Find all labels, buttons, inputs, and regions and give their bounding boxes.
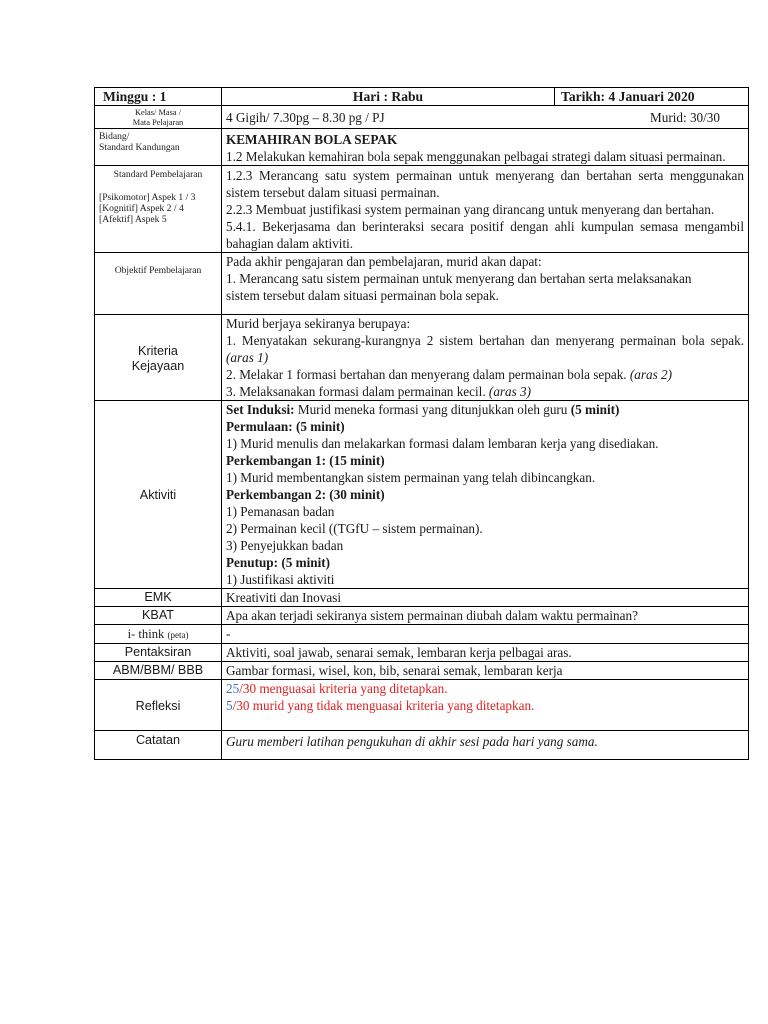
bidang-title: KEMAHIRAN BOLA SEPAK [226,132,398,147]
perkembangan2-item-3: 3) Penyejukkan badan [226,538,344,553]
tarikh-cell: Tarikh: 4 Januari 2020 [555,88,749,106]
catatan-value: Guru memberi latihan pengukuhan di akhir sesi pada hari yang sama. [222,731,749,760]
kriteria-row [95,315,749,401]
set-induksi-time: (5 minit) [570,402,620,417]
bidang-row [95,129,749,166]
perkembangan1-item: 1) Murid membentangkan sistem permainan yang telah dibincangkan. [226,470,596,485]
kelas-row [95,106,749,129]
kelas-value: 4 Gigih/ 7.30pg – 8.30 pg / PJ [226,109,385,125]
kbat-label: KBAT [95,607,222,625]
standard-content [222,166,749,253]
bidang-text: 1.2 Melakukan kemahiran bola sepak menggunakan pelbagai strategi dalam situasi permainan. [226,149,726,164]
standard-item-1: 1.2.3 Merancang satu system permainan untuk menyerang dan bertahan serta menggunakan sistem tersebut dalam situasi permainan. [226,168,744,200]
penutup-label: Penutup: (5 minit) [226,555,331,570]
permulaan-item: 1) Murid menulis dan melakarkan formasi dalam lembaran kerja yang disediakan. [226,436,659,451]
bidang-content [222,129,749,166]
aspek-psikomotor: [Psikomotor] Aspek 1 / 3 [99,192,196,203]
emk-row [95,589,749,607]
kriteria-label [95,315,222,401]
kelas-value-cell [222,106,749,129]
abm-row [95,662,749,680]
refleksi-line-1 [226,680,744,697]
kelas-label [95,106,222,129]
kriteria-item-1-text: 1. Menyatakan sekurang-kurangnya 2 sistem bertahan dan menyerang permainan bola sepak. [226,333,744,348]
standard-label: Standard Pembelajaran [113,169,203,180]
ithink-label-small: (peta) [167,630,189,640]
pentaksiran-label: Pentaksiran [95,644,222,662]
kriteria-label-line2: Kejayaan [131,358,185,373]
pentaksiran-value: Aktiviti, soal jawab, senarai semak, lembaran kerja pelbagai aras. [222,644,749,662]
kriteria-item-3-aras: (aras 3) [488,384,532,399]
murid-count: Murid: 30/30 [650,109,720,125]
refleksi-line-2 [226,697,744,714]
kriteria-item-2 [226,366,744,383]
kriteria-content [222,315,749,401]
perkembangan2-item-2: 2) Permainan kecil ((TGfU – sistem permainan). [226,521,483,536]
aktiviti-label: Aktiviti [95,401,222,589]
kriteria-item-3-text: 3. Melaksanakan formasi dalam permainan kecil. [226,384,489,399]
refleksi-line-2-num: 5 [226,698,233,713]
standard-label-cell [95,166,222,253]
objektif-row [95,253,749,315]
aktiviti-row [95,401,749,589]
objektif-content [222,253,749,315]
set-induksi-label: Set Induksi: [226,402,295,417]
refleksi-content [222,680,749,731]
permulaan-label: Permulaan: (5 minit) [226,419,345,434]
set-induksi [226,401,744,418]
refleksi-line-1-text: /30 menguasai kriteria yang ditetapkan. [239,681,448,696]
catatan-row [95,731,749,760]
perkembangan2-item-1: 1) Pemanasan badan [226,504,335,519]
bidang-label-line1: Bidang/ [99,131,130,142]
aspek-afektif: [Afektif] Aspek 5 [99,214,167,225]
kbat-value: Apa akan terjadi sekiranya sistem permainan diubah dalam waktu permainan? [222,607,749,625]
objektif-label: Objektif Pembelajaran [95,253,222,315]
kriteria-item-1-aras: (aras 1) [226,350,269,365]
emk-value: Kreativiti dan Inovasi [222,589,749,607]
standard-item-3: 5.4.1. Bekerjasama dan berinteraksi secara positif dengan ahli kumpulan semasa mengambil bahagian dalam aktiviti. [226,219,744,251]
penutup-item: 1) Justifikasi aktiviti [226,572,335,587]
ithink-label: i- think [127,627,165,641]
abm-value: Gambar formasi, wisel, kon, bib, senarai semak, lembaran kerja [222,662,749,680]
perkembangan1-label: Perkembangan 1: (15 minit) [226,453,385,468]
objektif-item: 1. Merancang satu sistem permainan untuk menyerang dan bertahan serta melaksanakan sistem tersebut dalam situasi permainan bola sepak. [226,271,692,303]
refleksi-row [95,680,749,731]
bidang-label-line2: Standard Kandungan [99,142,180,153]
ithink-label-cell [95,625,222,644]
catatan-label: Catatan [95,731,222,760]
standard-row [95,166,749,253]
kriteria-label-line1: Kriteria [138,343,178,358]
emk-label: EMK [95,589,222,607]
refleksi-line-1-num: 25 [226,681,240,696]
standard-item-2: 2.2.3 Membuat justifikasi system permainan yang dirancang untuk menyerang dan bertahan. [226,202,715,217]
refleksi-label: Refleksi [95,680,222,731]
kriteria-item-3 [226,383,744,400]
minggu-cell: Minggu : 1 [95,88,222,106]
lesson-plan-table [94,87,749,760]
pentaksiran-row [95,644,749,662]
perkembangan2-label: Perkembangan 2: (30 minit) [226,487,385,502]
kelas-label-line2: Mata Pelajaran [132,118,184,127]
objektif-intro: Pada akhir pengajaran dan pembelajaran, murid akan dapat: [226,254,542,269]
lesson-plan-sheet [94,87,748,760]
kriteria-item-2-text: 2. Melakar 1 formasi bertahan dan menyerang dalam permainan bola sepak. [226,367,630,382]
kriteria-intro: Murid berjaya sekiranya berupaya: [226,316,411,331]
bidang-label [95,129,222,166]
aktiviti-content [222,401,749,589]
header-row [95,88,749,106]
refleksi-line-2-text: /30 murid yang tidak menguasai kriteria yang ditetapkan. [232,698,535,713]
kriteria-item-2-aras: (aras 2) [629,367,673,382]
kelas-label-line1: Kelas/ Masa / [134,108,182,117]
kbat-row [95,607,749,625]
set-induksi-text: Murid meneka formasi yang ditunjukkan oleh guru [294,402,571,417]
abm-label: ABM/BBM/ BBB [95,662,222,680]
hari-cell: Hari : Rabu [222,88,555,106]
kriteria-item-1 [226,332,744,366]
aspek-kognitif: [Kognitif] Aspek 2 / 4 [99,203,184,214]
ithink-value: - [222,625,749,644]
ithink-row [95,625,749,644]
